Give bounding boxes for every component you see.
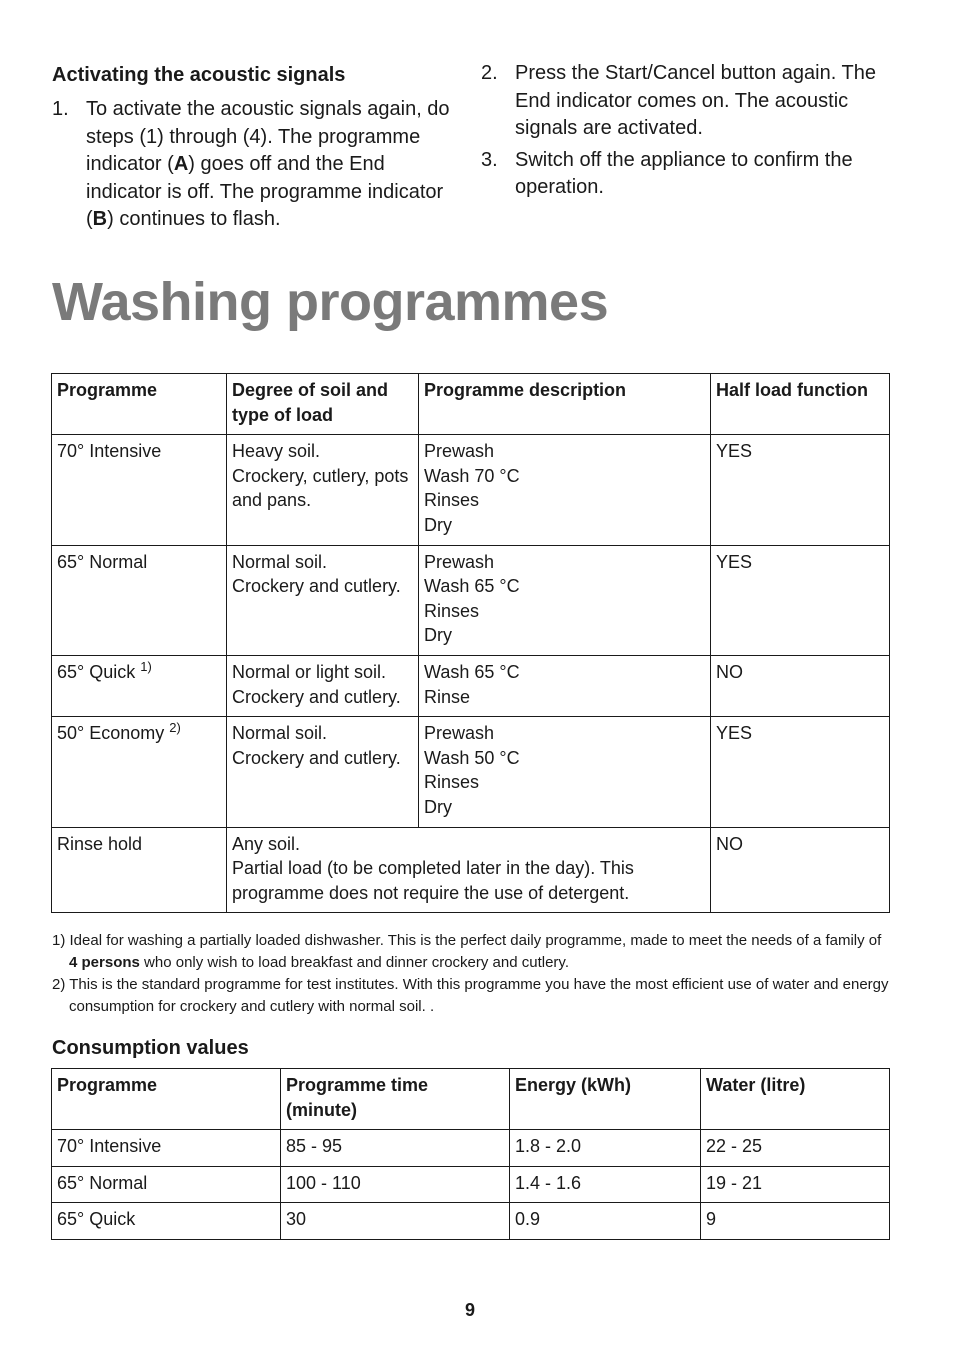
soil-cell [227,717,419,827]
description-line: Dry [424,796,452,817]
half-load-cell: NO [711,827,890,913]
description-line: Partial load (to be completed later in the day). This programme does not require the use of detergent. [232,858,634,903]
consumption-body [52,1130,890,1240]
column-header: Programme description [419,374,711,435]
programme-name: 65° Normal [57,551,148,572]
step-number: 3. [481,148,498,171]
steps-list-right [481,60,888,202]
table-cell: 1.8 - 2.0 [510,1130,701,1167]
description-cell [419,435,711,545]
footnote-ref: 2) [169,720,181,736]
programme-cell [52,655,227,716]
programmes-body [52,435,890,913]
description-line: Wash 70 °C [424,465,520,486]
footnote-1: 1) Ideal for washing a partially loaded dishwasher. This is the perfect daily programme, made to meet the needs of a family of 4 persons who only wish to load breakfast and dinner crockery and cutlery. [52,932,882,971]
footnotes [52,930,892,1018]
column-header: Energy (kWh) [510,1069,701,1130]
table-row [52,827,890,913]
table-row [52,655,890,716]
column-header: Degree of soil and type of load [227,374,419,435]
indicator-a-label: A [173,153,189,175]
footnote-ref: 1) [140,658,152,674]
half-load-cell: YES [711,435,890,545]
acoustic-heading: Activating the acoustic signals [52,64,346,86]
table-cell: 22 - 25 [701,1130,890,1167]
footnote-2: 2) This is the standard programme for test institutes. With this programme you have the most efficient use of water and energy consumption for crockery and cutlery with normal soil. . [52,976,889,1015]
acoustic-signals-section [52,60,888,238]
page-number: 9 [464,1300,475,1320]
description-line: Rinses [424,490,480,511]
soil-line: Normal or light soil. [232,661,387,682]
table-cell: 85 - 95 [281,1130,510,1167]
soil-line: Normal soil. [232,723,328,744]
column-header: Water (litre) [701,1069,890,1130]
programmes-table [51,373,890,913]
step-item [481,147,888,202]
right-column [481,60,888,238]
consumption-heading: Consumption values [52,1037,249,1059]
column-header: Programme time (minute) [281,1069,510,1130]
soil-line: Crockery and cutlery. [232,747,401,768]
table-cell: 100 - 110 [281,1166,510,1203]
programme-name: 65° Quick [57,661,136,682]
description-line: Prewash [424,723,495,744]
table-row [52,1203,890,1240]
table-row [52,717,890,827]
description-line: Dry [424,625,452,646]
description-line: Prewash [424,441,495,462]
column-header: Programme [52,374,227,435]
programme-name: 50° Economy [57,723,165,744]
step-text: To activate the acoustic signals again, do steps (1) through (4). The programme indicator (A) goes off and the End indicator is off. The programme indicator (B) continues to flash. [86,98,450,230]
half-load-cell: YES [711,545,890,655]
table-row [52,1130,890,1167]
table-cell: 65° Quick [52,1203,281,1240]
description-line: Wash 65 °C [424,576,520,597]
description-line: Rinses [424,600,480,621]
soil-cell [227,435,419,545]
description-cell [419,717,711,827]
step-number: 2. [481,62,498,84]
table-row [52,545,890,655]
rinse-hold-description-cell [227,827,711,913]
programme-cell [52,435,227,545]
table-cell: 1.4 - 1.6 [510,1166,701,1203]
table-row [52,435,890,545]
table-cell: 19 - 21 [701,1166,890,1203]
table-cell: 30 [281,1203,510,1240]
column-header: Half load function [711,374,890,435]
programme-name: 70° Intensive [57,441,162,462]
soil-cell [227,545,419,655]
step-number: 1. [52,98,69,120]
step-text: Switch off the appliance to confirm the operation. [515,148,853,198]
step-item [481,60,888,143]
programme-cell: Rinse hold [52,827,227,913]
steps-list-left [52,96,459,234]
soil-cell [227,655,419,716]
step-item [52,96,459,234]
half-load-cell: NO [711,655,890,716]
description-line: Wash 65 °C [424,661,520,682]
half-load-cell: YES [711,717,890,827]
table-cell: 65° Normal [52,1166,281,1203]
soil-line: Crockery and cutlery. [232,686,401,707]
soil-line: Crockery and cutlery. [232,576,401,597]
description-line: Prewash [424,551,495,572]
page-title: Washing programmes [52,272,609,332]
column-header: Programme [52,1069,281,1130]
left-column [52,60,459,238]
description-cell [419,545,711,655]
table-cell: 70° Intensive [52,1130,281,1167]
description-line: Dry [424,514,452,535]
programme-cell [52,717,227,827]
indicator-b-label: B [92,208,108,230]
description-line: Any soil. [232,833,301,854]
soil-line: Heavy soil. [232,441,321,462]
table-cell: 9 [701,1203,890,1240]
description-line: Rinses [424,772,480,793]
soil-line: Normal soil. [232,551,328,572]
description-cell [419,655,711,716]
description-line: Wash 50 °C [424,747,520,768]
consumption-table [51,1068,890,1240]
programme-cell [52,545,227,655]
table-header-row [52,374,890,435]
table-row [52,1166,890,1203]
table-cell: 0.9 [510,1203,701,1240]
description-line: Rinse [424,686,471,707]
step-text: Press the Start/Cancel button again. The End indicator comes on. The acoustic signals are activated. [515,62,876,139]
soil-line: Crockery, cutlery, pots and pans. [232,465,409,511]
table-header-row [52,1069,890,1130]
